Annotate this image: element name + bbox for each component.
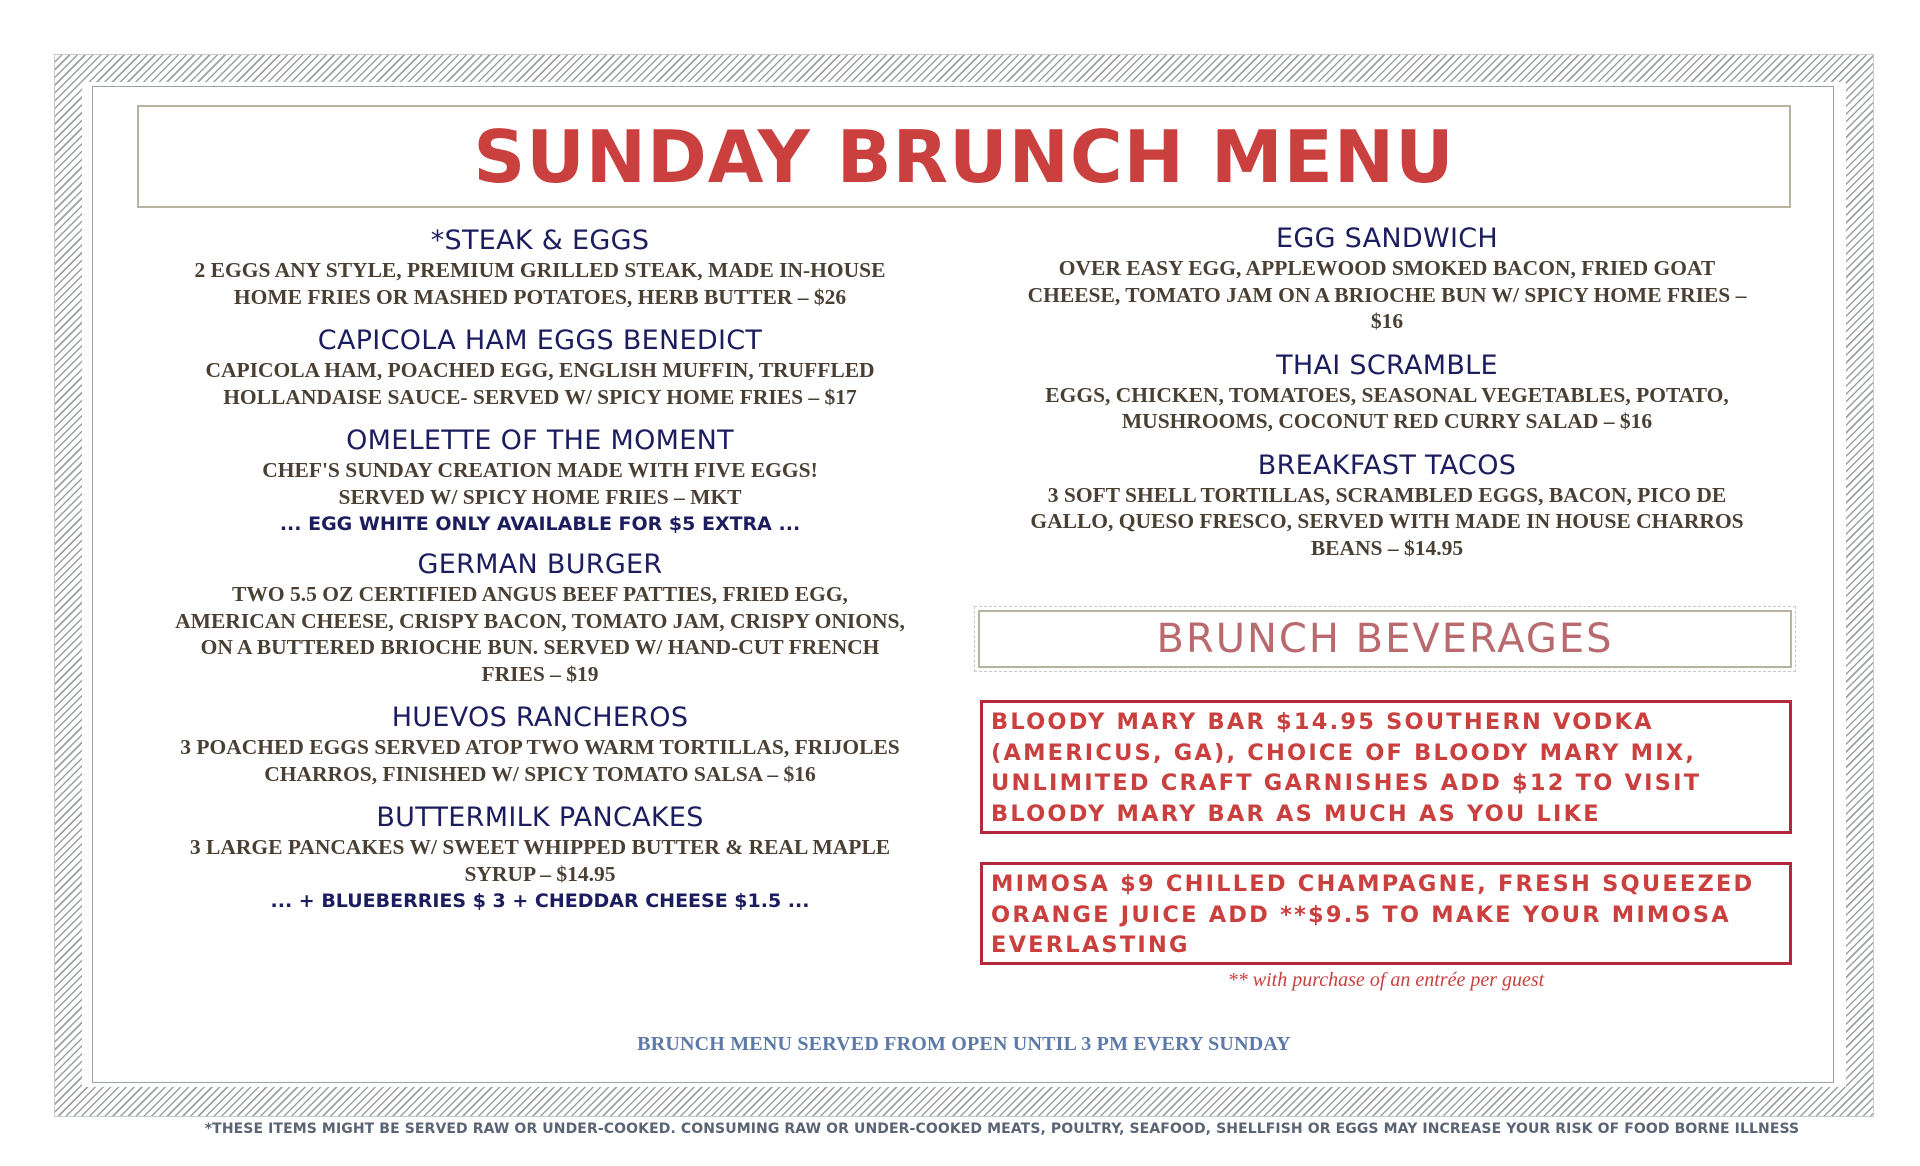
right-column (982, 222, 1792, 561)
item-note: ... EGG WHITE ONLY AVAILABLE FOR $5 EXTRA ... (279, 513, 801, 535)
item-name: THAI SCRAMBLE (1276, 349, 1498, 381)
raw-food-disclaimer: *THESE ITEMS MIGHT BE SERVED RAW OR UNDER-COOKED. CONSUMING RAW OR UNDER-COOKED MEATS, POULTRY, SEAFOOD, SHELLFISH OR EGGS MAY INCREASE YOUR RISK OF FOOD BORNE ILLNESS (204, 1121, 1800, 1137)
item-description: 3 LARGE PANCAKES W/ SWEET WHIPPED BUTTER & REAL MAPLE SYRUP – $14.95 (189, 835, 891, 886)
menu-item-steak-eggs (140, 224, 940, 310)
beverages-title: BRUNCH BEVERAGES (1156, 616, 1614, 662)
item-name: BREAKFAST TACOS (1257, 449, 1517, 481)
left-column (140, 224, 940, 915)
item-description: OVER EASY EGG, APPLEWOOD SMOKED BACON, FRIED GOAT CHEESE, TOMATO JAM ON A BRIOCHE BUN W/ SPICY HOME FRIES – $16 (1027, 256, 1747, 333)
bloody-mary-text: BLOODY MARY BAR $14.95 SOUTHERN VODKA (AMERICUS, GA), CHOICE OF BLOODY MARY MIX, UNLIMITED CRAFT GARNISHES ADD $12 TO VISIT BLOODY MARY BAR AS MUCH AS YOU LIKE (991, 709, 1702, 827)
mimosa-text: MIMOSA $9 CHILLED CHAMPAGNE, FRESH SQUEEZED ORANGE JUICE ADD **$9.5 TO MAKE YOUR MIMOSA EVERLASTING (991, 871, 1755, 958)
menu-panel (82, 82, 1846, 1087)
item-description: CAPICOLA HAM, POACHED EGG, ENGLISH MUFFIN, TRUFFLED HOLLANDAISE SAUCE- SERVED W/ SPICY HOME FRIES – $17 (205, 358, 875, 409)
item-description: EGGS, CHICKEN, TOMATOES, SEASONAL VEGETABLES, POTATO, MUSHROOMS, COCONUT RED CURRY SALAD – $16 (1045, 382, 1729, 433)
item-description: 3 POACHED EGGS SERVED ATOP TWO WARM TORTILLAS, FRIJOLES CHARROS, FINISHED W/ SPICY TOMATO SALSA – $16 (180, 735, 900, 786)
item-note: ... + BLUEBERRIES $ 3 + CHEDDAR CHEESE $1.5 ... (270, 890, 810, 912)
beverage-footnote: ** with purchase of an entrée per guest (1227, 969, 1545, 991)
beverages-header (974, 606, 1796, 672)
item-name: *STEAK & EGGS (430, 225, 650, 256)
item-description: CHEF'S SUNDAY CREATION MADE WITH FIVE EGGS! SERVED W/ SPICY HOME FRIES – MKT (262, 458, 818, 509)
item-description: 3 SOFT SHELL TORTILLAS, SCRAMBLED EGGS, BACON, PICO DE GALLO, QUESO FRESCO, SERVED WITH MADE IN HOUSE CHARROS BEANS – $14.95 (1030, 482, 1744, 560)
beverages-header-frame (978, 610, 1792, 668)
item-name: OMELETTE OF THE MOMENT (346, 425, 734, 456)
item-name: EGG SANDWICH (1276, 223, 1498, 254)
menu-item-omelette (140, 424, 940, 538)
menu-item-thai-scramble (982, 349, 1792, 435)
title-box (137, 105, 1791, 208)
item-description: 2 EGGS ANY STYLE, PREMIUM GRILLED STEAK, MADE IN-HOUSE HOME FRIES OR MASHED POTATOES, HERB BUTTER – $26 (194, 258, 886, 309)
item-name: CAPICOLA HAM EGGS BENEDICT (317, 325, 763, 356)
menu-item-breakfast-tacos (982, 449, 1792, 562)
menu-item-buttermilk-pancakes (140, 801, 940, 915)
menu-item-egg-sandwich (982, 222, 1792, 335)
bloody-mary-box (980, 700, 1792, 834)
item-description: TWO 5.5 OZ CERTIFIED ANGUS BEEF PATTIES, FRIED EGG, AMERICAN CHEESE, CRISPY BACON, TOMATO JAM, CRISPY ONIONS, ON A BUTTERED BRIOCHE BUN. SERVED W/ HAND-CUT FRENCH FRIES – $19 (175, 582, 905, 686)
mimosa-box (980, 862, 1792, 965)
menu-item-eggs-benedict (140, 324, 940, 410)
menu-item-german-burger (140, 548, 940, 687)
item-name: HUEVOS RANCHEROS (391, 702, 689, 733)
menu-item-huevos-rancheros (140, 701, 940, 787)
item-name: BUTTERMILK PANCAKES (376, 802, 704, 833)
item-name: GERMAN BURGER (417, 549, 663, 580)
menu-title: SUNDAY BRUNCH MENU (473, 114, 1455, 199)
served-note: BRUNCH MENU SERVED FROM OPEN UNTIL 3 PM EVERY SUNDAY (637, 1033, 1291, 1055)
